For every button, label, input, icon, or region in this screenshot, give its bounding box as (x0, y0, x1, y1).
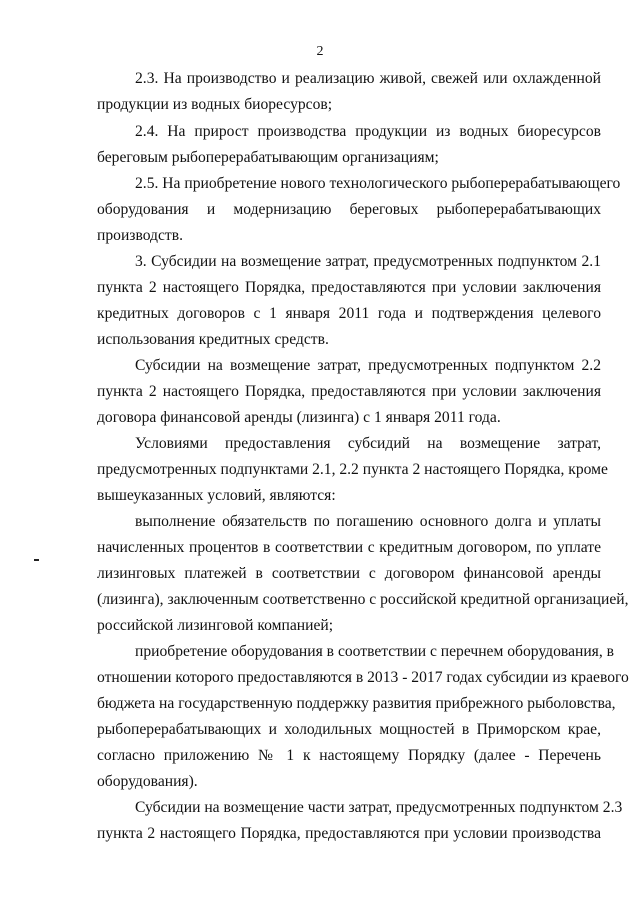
text-line: рыбоперерабатывающих и холодильных мощностей в Приморском крае, (97, 721, 601, 738)
page-number: 2 (316, 44, 324, 59)
text-line: пункта 2 настоящего Порядка, предоставляются при условии производства (97, 825, 601, 842)
text-line: начисленных процентов в соответствии с кредитным договором, по уплате (97, 539, 601, 556)
text-line: использования кредитных средств. (97, 331, 329, 348)
text-line: Субсидии на возмещение затрат, предусмотренных подпунктом 2.2 (135, 357, 601, 374)
text-line: 2.3. На производство и реализацию живой, свежей или охлажденной (135, 70, 601, 87)
text-line: вышеуказанных условий, являются: (97, 487, 336, 504)
text-line: 2.5. На приобретение нового технологического рыбоперерабатывающего (135, 175, 621, 192)
text-line: согласно приложению № 1 к настоящему Порядку (далее - Перечень (97, 747, 601, 764)
text-line: (лизинга), заключенным соответственно с российской кредитной организацией, (97, 591, 629, 608)
text-line: 2.4. На прирост производства продукции из водных биоресурсов (135, 123, 601, 140)
text-line: производств. (97, 227, 183, 244)
text-line: выполнение обязательств по погашению основного долга и уплаты (135, 513, 601, 530)
text-line: оборудования и модернизацию береговых рыбоперерабатывающих (97, 201, 601, 218)
text-line: 3. Субсидии на возмещение затрат, предусмотренных подпунктом 2.1 (135, 253, 601, 270)
text-line: предусмотренных подпунктами 2.1, 2.2 пункта 2 настоящего Порядка, кроме (97, 461, 608, 478)
margin-mark (34, 559, 39, 561)
text-line: договора финансовой аренды (лизинга) с 1 января 2011 года. (97, 409, 501, 426)
text-line: Условиями предоставления субсидий на возмещение затрат, (135, 435, 601, 452)
text-line: бюджета на государственную поддержку развития прибрежного рыболовства, (97, 695, 616, 712)
text-line: пункта 2 настоящего Порядка, предоставляются при условии заключения (97, 383, 601, 400)
text-line: береговым рыбоперерабатывающим организациям; (97, 149, 439, 166)
text-line: российской лизинговой компанией; (97, 617, 334, 634)
text-line: кредитных договоров с 1 января 2011 года и подтверждения целевого (97, 305, 601, 322)
text-line: оборудования). (97, 773, 198, 790)
text-line: Субсидии на возмещение части затрат, предусмотренных подпунктом 2.3 (135, 799, 623, 816)
text-line: отношении которого предоставляются в 2013 - 2017 годах субсидии из краевого (97, 669, 629, 686)
text-line: пункта 2 настоящего Порядка, предоставляются при условии заключения (97, 279, 601, 296)
text-line: приобретение оборудования в соответствии с перечнем оборудования, в (135, 643, 615, 660)
text-line: продукции из водных биоресурсов; (97, 96, 333, 113)
text-line: лизинговых платежей в соответствии с договором финансовой аренды (97, 565, 601, 582)
